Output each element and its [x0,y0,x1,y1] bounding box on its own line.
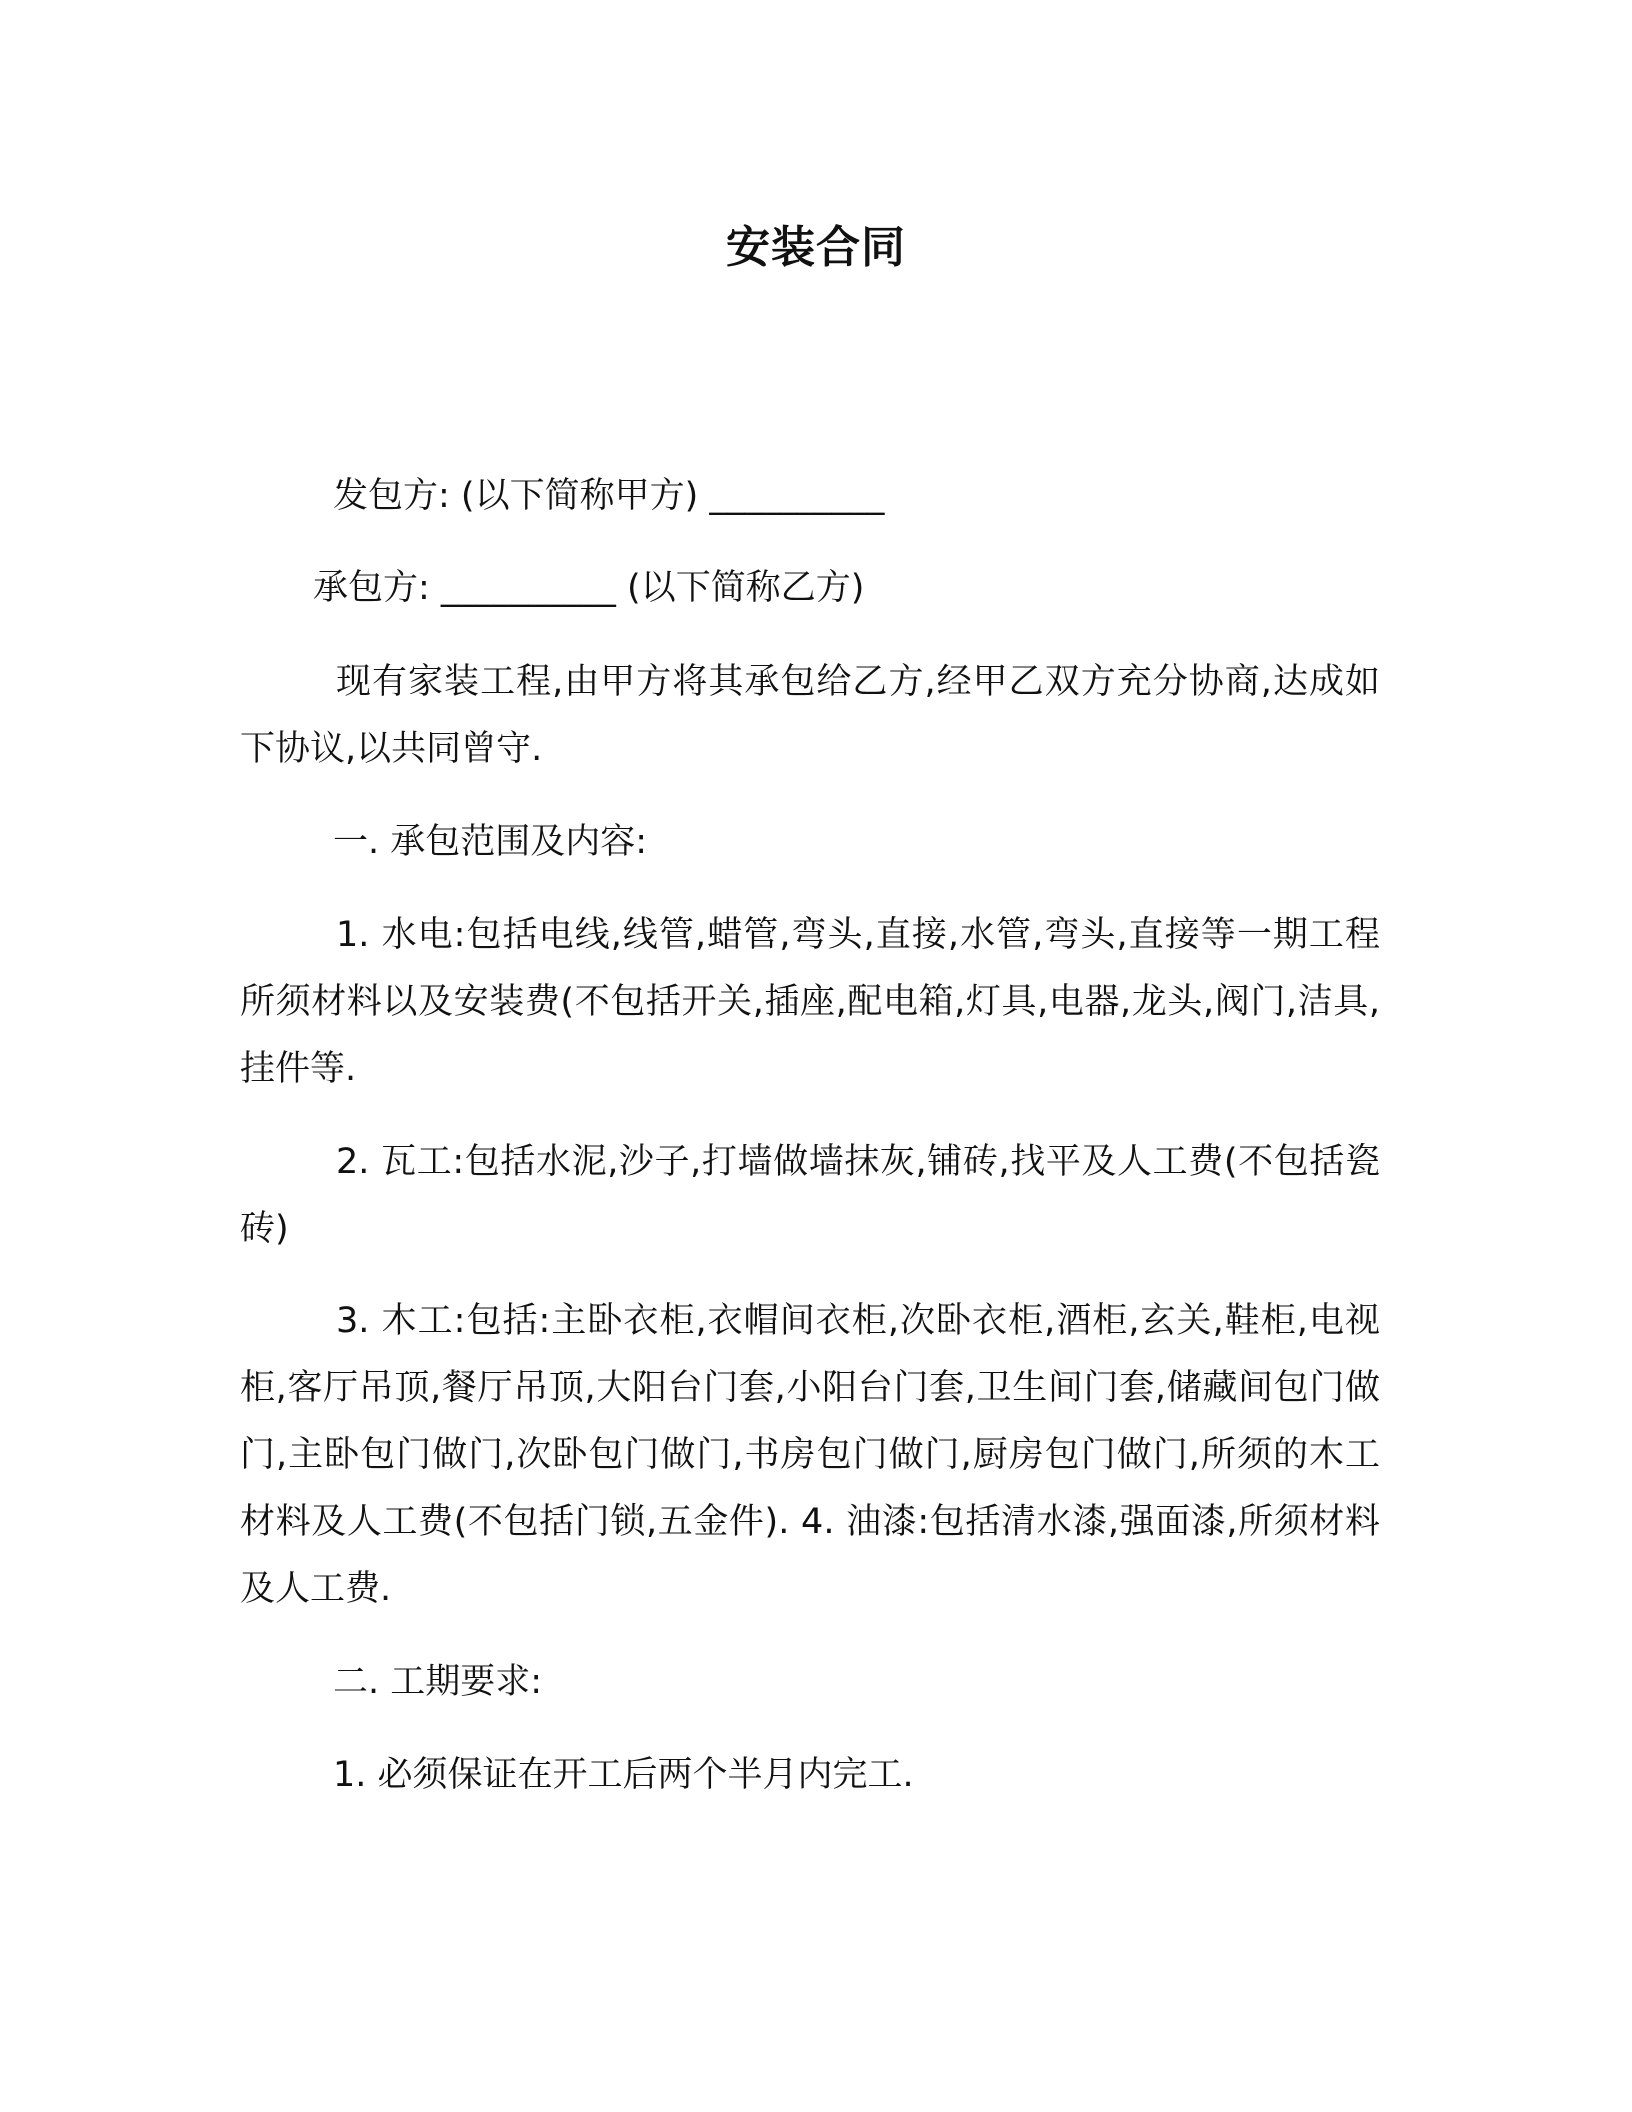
item-carpentry-painting: 3. 木工:包括:主卧衣柜,衣帽间衣柜,次卧衣柜,酒柜,玄关,鞋柜,电视柜,客厅吊顶,餐厅吊顶,大阳台门套,小阳台门套,卫生间门套,储藏间包门做门,主卧包门做门,次卧包门做门,书房包门做门,厨房包门做门,所须的木工材料及人工费(不包括门锁,五金件). 4. 油漆:包括清水漆,强面漆,所须材料及人工费. [240,1301,1380,1609]
intro-paragraph: 现有家装工程,由甲方将其承包给乙方,经甲乙双方充分协商,达成如下协议,以共同曾守. [240,662,1380,769]
schedule-item-1: 1. 必须保证在开工后两个半月内完工. [333,1755,914,1795]
section-heading-scope: 一. 承包范围及内容: [333,822,648,862]
section-heading-schedule: 二. 工期要求: [333,1662,543,1702]
document-title: 安装合同 [726,222,906,273]
party-b-line: 承包方: __________ (以下简称乙方) [313,568,865,608]
item-plumbing-electrical: 1. 水电:包括电线,线管,蜡管,弯头,直接,水管,弯头,直接等一期工程所须材料以及安装费(不包括开关,插座,配电箱,灯具,电器,龙头,阀门,洁具,挂件等. [240,915,1380,1089]
party-a-line: 发包方: (以下简称甲方) __________ [333,476,885,516]
item-masonry: 2. 瓦工:包括水泥,沙子,打墙做墙抹灰,铺砖,找平及人工费(不包括瓷砖) [240,1142,1380,1249]
